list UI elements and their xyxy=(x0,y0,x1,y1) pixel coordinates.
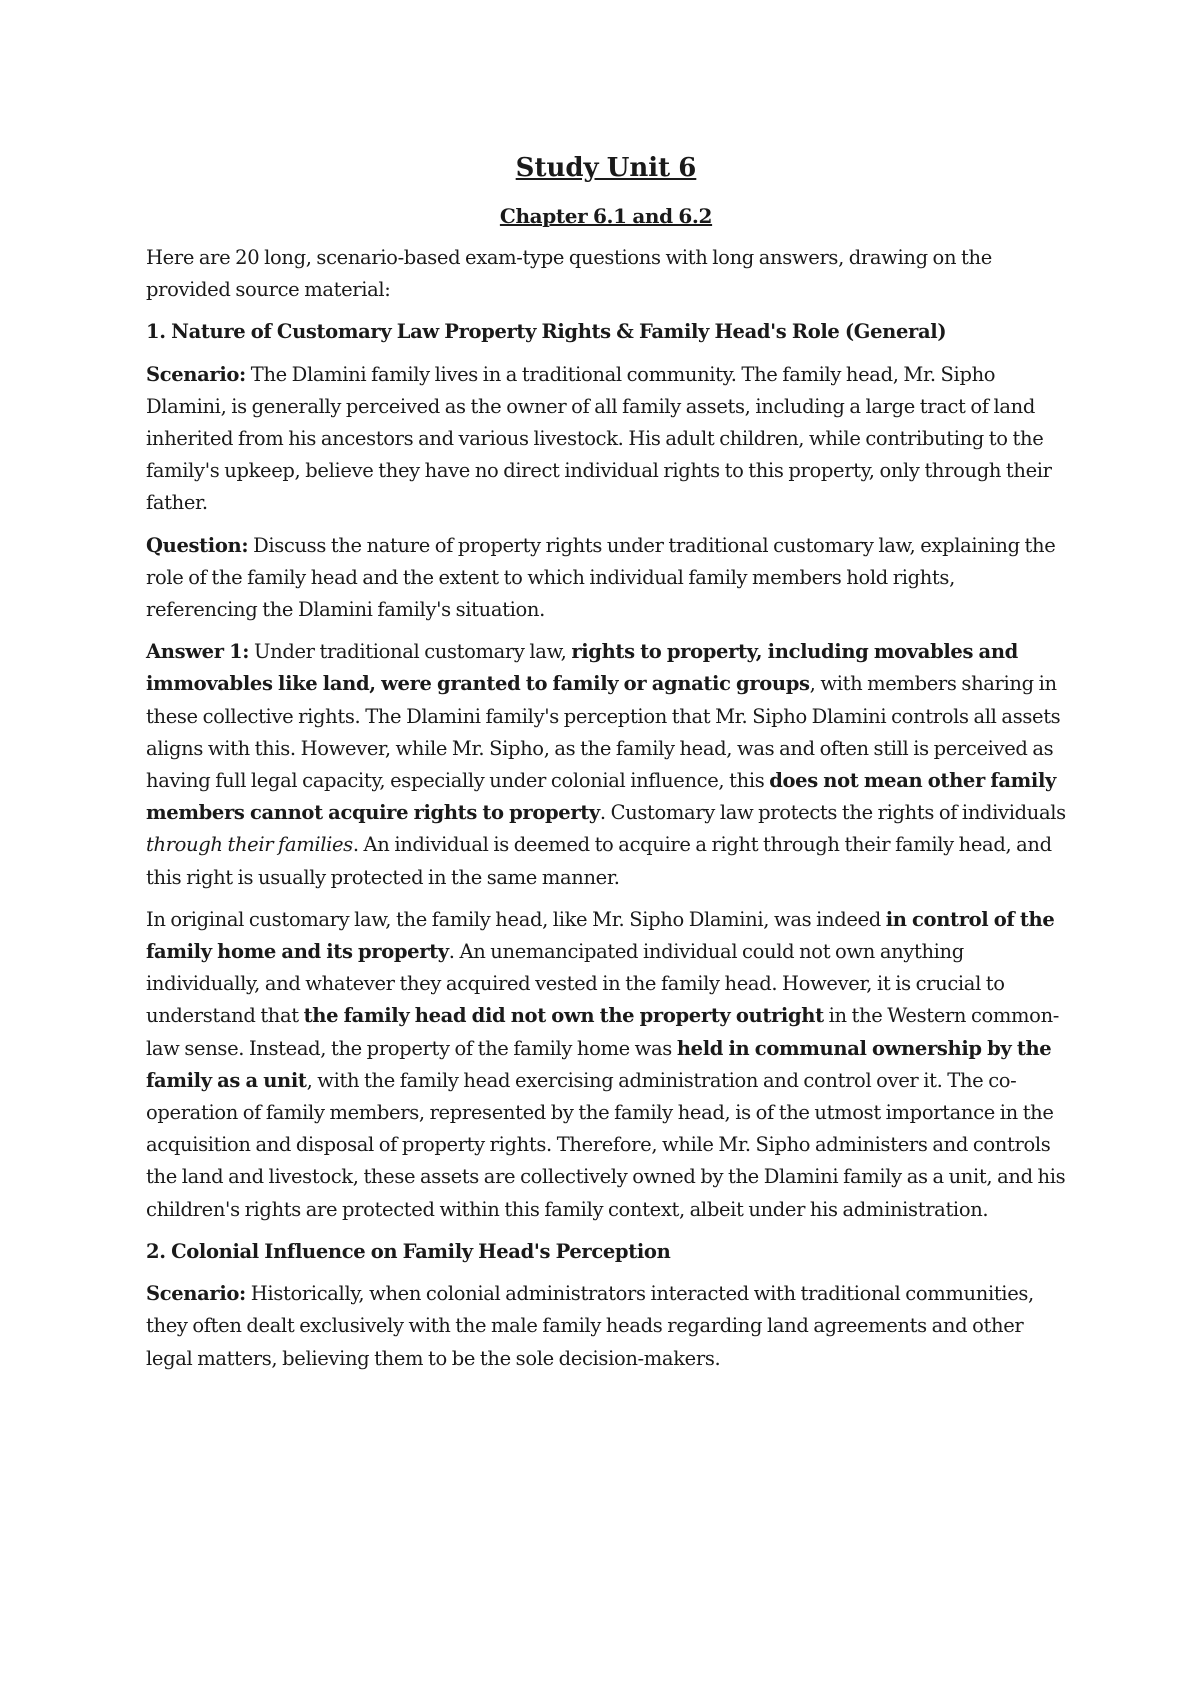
question-1-answer-paragraph-1 xyxy=(146,636,1066,894)
question-label: Question: xyxy=(146,533,249,557)
document-page xyxy=(146,148,1066,1385)
answer-text: , with members sharing in these collective rights. The Dlamini family's perception that Mr. Sipho Dlamini controls all assets aligns with this. However, while Mr. Sipho, as the family head, was and often still is perceived as having full legal capacity, especially under colonial influence, this xyxy=(146,672,1061,793)
answer-emphasis: the family head did not own the property outright xyxy=(303,1004,824,1028)
answer-text: , with the family head exercising administration and control over it. The co-operation of family members, represented by the family head, is of the utmost importance in the acquisition and disposal of property rights. Therefore, while Mr. Sipho administers and controls the land and livestock, these assets are collectively owned by the Dlamini family as a unit, and his children's rights are protected within this family context, albeit under his administration. xyxy=(146,1068,1066,1221)
question-1-heading: 1. Nature of Customary Law Property Rights & Family Head's Role (General) xyxy=(146,320,947,344)
answer-text: in the Western common-law sense. Instead, the property of the family home was xyxy=(146,1004,1060,1060)
page-title: Study Unit 6 xyxy=(515,153,697,183)
scenario-text: The Dlamini family lives in a traditional community. The family head, Mr. Sipho Dlamini, is generally perceived as the owner of all family assets, including a large tract of land inherited from his ancestors and various livestock. His adult children, while contributing to the family's upkeep, believe they have no direct individual rights to this property, only through their father. xyxy=(146,362,1052,515)
answer-text: . An individual is deemed to acquire a right through their family head, and this right is usually protected in the same manner. xyxy=(146,833,1052,889)
answer-emphasis: does not mean other family members cannot acquire rights to property xyxy=(146,769,1057,825)
question-1-answer-paragraph-2 xyxy=(146,904,1066,1226)
answer-emphasis: rights to property, including movables and immovables like land, were granted to family or agnatic groups xyxy=(146,640,1018,696)
answer-text: Under traditional customary law, xyxy=(254,640,567,664)
scenario-label: Scenario: xyxy=(146,362,246,386)
question-2-scenario xyxy=(146,1278,1066,1375)
intro-paragraph: Here are 20 long, scenario-based exam-type questions with long answers, drawing on the provided source material: xyxy=(146,246,992,302)
scenario-text: Historically, when colonial administrators interacted with traditional communities, they often dealt exclusively with the male family heads regarding land agreements and other legal matters, believing them to be the sole decision-makers. xyxy=(146,1282,1034,1370)
answer-label: Answer 1: xyxy=(146,640,250,664)
answer-text: In original customary law, the family head, like Mr. Sipho Dlamini, was indeed xyxy=(146,907,881,931)
question-2-heading: 2. Colonial Influence on Family Head's Perception xyxy=(146,1239,671,1263)
scenario-label: Scenario: xyxy=(146,1282,246,1306)
question-text: Discuss the nature of property rights under traditional customary law, explaining the role of the family head and the extent to which individual family members hold rights, referencing the Dlamini family's situation. xyxy=(146,533,1056,622)
question-1-question xyxy=(146,530,1066,627)
answer-text: . Customary law protects the rights of individuals xyxy=(599,801,1066,825)
answer-italic: through their families xyxy=(146,833,353,857)
question-1-scenario xyxy=(146,359,1066,520)
answer-emphasis: in control of the family home and its property xyxy=(146,907,1055,964)
answer-emphasis: held in communal ownership by the family as a unit xyxy=(146,1036,1052,1092)
answer-text: . An unemancipated individual could not own anything individually, and whatever they acquired vested in the family head. However, it is crucial to understand that xyxy=(146,940,1005,1028)
page-subtitle: Chapter 6.1 and 6.2 xyxy=(499,204,713,228)
